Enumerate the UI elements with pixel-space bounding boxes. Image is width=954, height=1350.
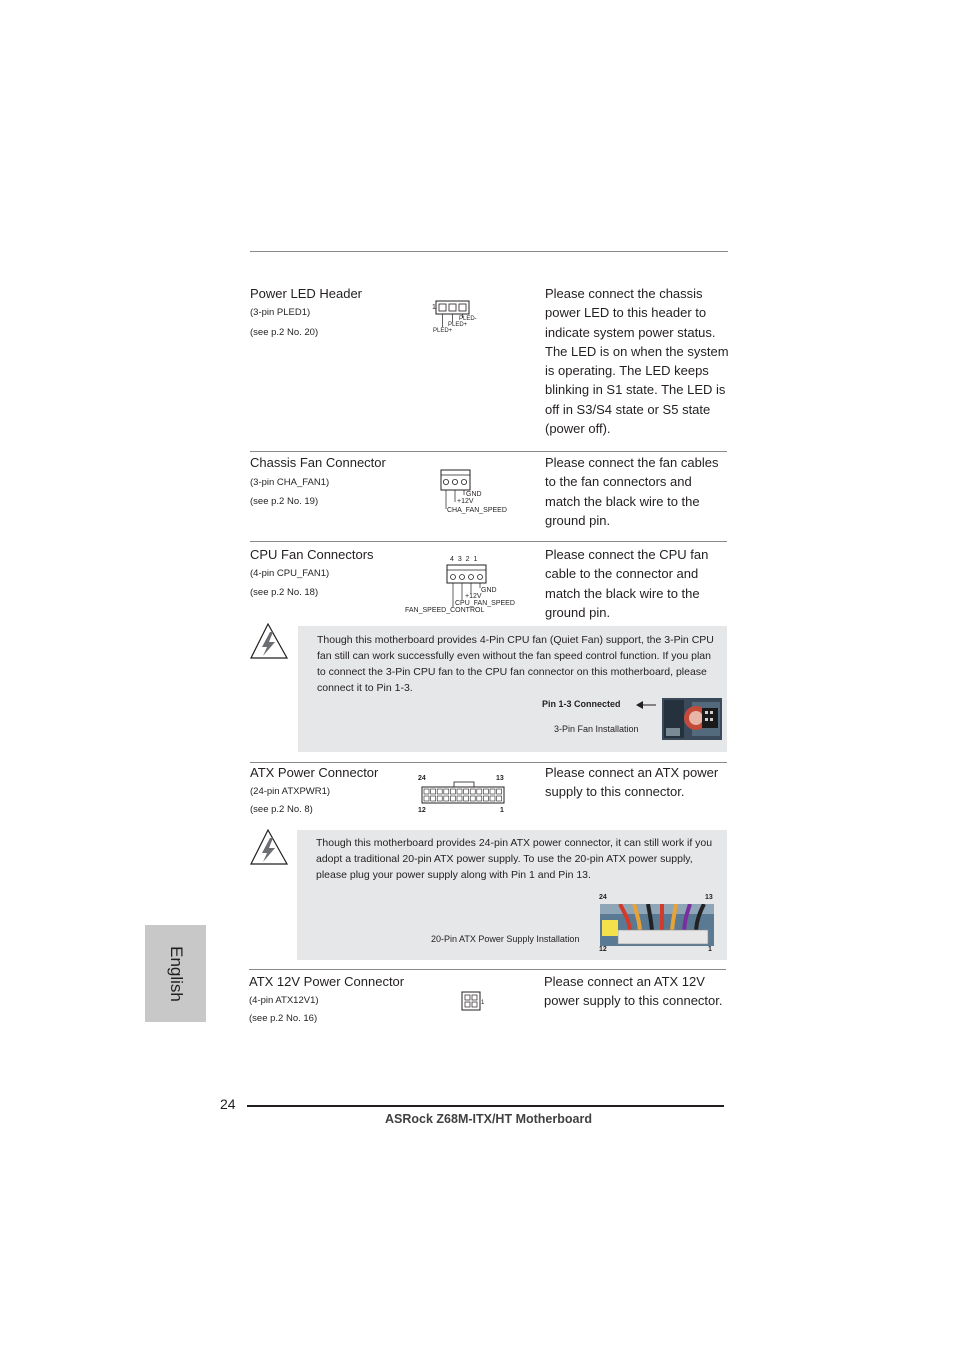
- atx-pin: [431, 796, 436, 801]
- atx-photo-label-13: 13: [705, 894, 713, 901]
- language-tab-label: English: [166, 945, 186, 1002]
- atx-pin: [464, 789, 469, 794]
- atx12v-diagram: [458, 988, 488, 1014]
- atx-power-description: Please connect an ATX power supply to this connector.: [545, 765, 719, 800]
- atx-pin: [483, 796, 488, 801]
- svg-text:1: 1: [500, 807, 504, 814]
- cpu-fan-pins: (4-pin CPU_FAN1): [250, 568, 330, 579]
- atx-pin: [437, 789, 442, 794]
- fan-installation-photo: [662, 698, 722, 740]
- atx-photo-label-1: 1: [708, 946, 712, 953]
- atx12v-title: ATX 12V Power Connector: [249, 974, 405, 989]
- pled-description: Please connect the chassis power LED to this header to indicate system power status. The LED is on when the system is operating. The LED keeps blinking in S1 state. The LED is off in S3/S4 state or S5 state (power off).: [545, 286, 729, 437]
- fan-install-label: 3-Pin Fan Installation: [554, 724, 639, 734]
- atx-pin: [470, 789, 475, 794]
- divider-1: [250, 451, 727, 452]
- atx-pin: [497, 796, 502, 801]
- arrow-left-icon: [634, 699, 658, 711]
- atx-pin: [490, 796, 495, 801]
- svg-text:4 3 2 1: 4 3 2 1: [450, 556, 479, 563]
- atx-power-ref: (see p.2 No. 8): [250, 804, 313, 815]
- atx-pin: [444, 789, 449, 794]
- pin-1-3-connected-label: Pin 1-3 Connected: [542, 699, 621, 709]
- atx-pin: [444, 796, 449, 801]
- atx-pin: [437, 796, 442, 801]
- svg-text:1: 1: [481, 1000, 485, 1006]
- svg-text:+12V: +12V: [457, 498, 474, 505]
- atx12v-ref: (see p.2 No. 16): [249, 1013, 318, 1024]
- atx-photo-label-12: 12: [599, 946, 607, 953]
- cha-fan-ref: (see p.2 No. 19): [250, 496, 319, 507]
- svg-text:12: 12: [418, 807, 426, 814]
- svg-text:PLED+: PLED+: [448, 322, 468, 328]
- cpu-fan-diagram: [402, 550, 522, 616]
- svg-text:+12V: +12V: [465, 593, 482, 600]
- language-tab: [145, 925, 206, 1022]
- cpu-fan-ref: (see p.2 No. 18): [250, 587, 319, 598]
- top-rule: [250, 251, 728, 252]
- svg-text:GND: GND: [481, 587, 497, 594]
- cpu-fan-title: CPU Fan Connectors: [250, 547, 374, 562]
- svg-text:PLED+: PLED+: [433, 328, 453, 334]
- atx-pin: [424, 789, 429, 794]
- svg-text:GND: GND: [466, 491, 482, 498]
- atx-pin: [477, 796, 482, 801]
- svg-text:PLED-: PLED-: [459, 316, 477, 322]
- atx-pin: [431, 789, 436, 794]
- atx-photo-label-24: 24: [599, 894, 607, 901]
- atx-pin: [450, 789, 455, 794]
- pled-ref: (see p.2 No. 20): [250, 327, 319, 338]
- atx12v-pins: (4-pin ATX12V1): [249, 995, 319, 1006]
- pled-pins: (3-pin PLED1): [250, 307, 311, 318]
- fan-note-text: Though this motherboard provides 4-Pin CPU fan (Quiet Fan) support, the 3-Pin CPU fan still can work successfully even without the fan speed control function. If you plan to connect the 3-Pin CPU fan to the CPU fan connector on this motherboard, please connect it to Pin 1-3.: [317, 634, 714, 694]
- atx12v-description: Please connect an ATX 12V power supply to this connector.: [544, 974, 723, 1009]
- divider-2: [250, 541, 727, 542]
- page-number: 24: [220, 1096, 236, 1112]
- atx-note-text: Though this motherboard provides 24-pin ATX power connector, it can still work if you adopt a traditional 20-pin ATX power supply. To use the 20-pin ATX power supply, please plug your power supply along with Pin 1 and Pin 13.: [316, 837, 713, 881]
- svg-text:CPU_FAN_SPEED: CPU_FAN_SPEED: [455, 600, 515, 607]
- atx-pin: [477, 789, 482, 794]
- atx-pin: [457, 796, 462, 801]
- atx-pin: [424, 796, 429, 801]
- divider-4: [249, 969, 726, 970]
- atx-pin: [470, 796, 475, 801]
- atx-power-pins: (24-pin ATXPWR1): [250, 786, 331, 797]
- cha-fan-pins: (3-pin CHA_FAN1): [250, 477, 330, 488]
- atx-pin: [464, 796, 469, 801]
- cha-fan-title: Chassis Fan Connector: [250, 455, 386, 470]
- caution-icon: [248, 622, 290, 662]
- atx-power-title: ATX Power Connector: [250, 765, 379, 780]
- cpu-fan-description: Please connect the CPU fan cable to the connector and match the black wire to the ground pin.: [545, 547, 709, 620]
- cha-fan-description: Please connect the fan cables to the fan connectors and match the black wire to the ground pin.: [545, 455, 719, 528]
- pled-pin1-label: 1: [432, 304, 436, 311]
- atx-pin: [450, 796, 455, 801]
- svg-text:24: 24: [418, 775, 426, 782]
- pled-title: Power LED Header: [250, 286, 362, 301]
- atx-pin: [490, 789, 495, 794]
- svg-text:CHA_FAN_SPEED: CHA_FAN_SPEED: [447, 507, 507, 514]
- cha-fan-diagram: [435, 465, 515, 517]
- caution-icon: [248, 828, 290, 868]
- footer-product: ASRock Z68M-ITX/HT Motherboard: [385, 1112, 592, 1126]
- footer-rule: [247, 1105, 724, 1107]
- atx-install-label: 20-Pin ATX Power Supply Installation: [431, 934, 580, 944]
- svg-text:13: 13: [496, 775, 504, 782]
- atx-installation-photo: [600, 904, 714, 946]
- atx-pin: [497, 789, 502, 794]
- svg-text:FAN_SPEED_CONTROL: FAN_SPEED_CONTROL: [405, 607, 485, 614]
- pled-header-diagram: [425, 296, 495, 338]
- atx-power-diagram: [414, 770, 510, 816]
- atx-pin: [483, 789, 488, 794]
- atx-pin: [457, 789, 462, 794]
